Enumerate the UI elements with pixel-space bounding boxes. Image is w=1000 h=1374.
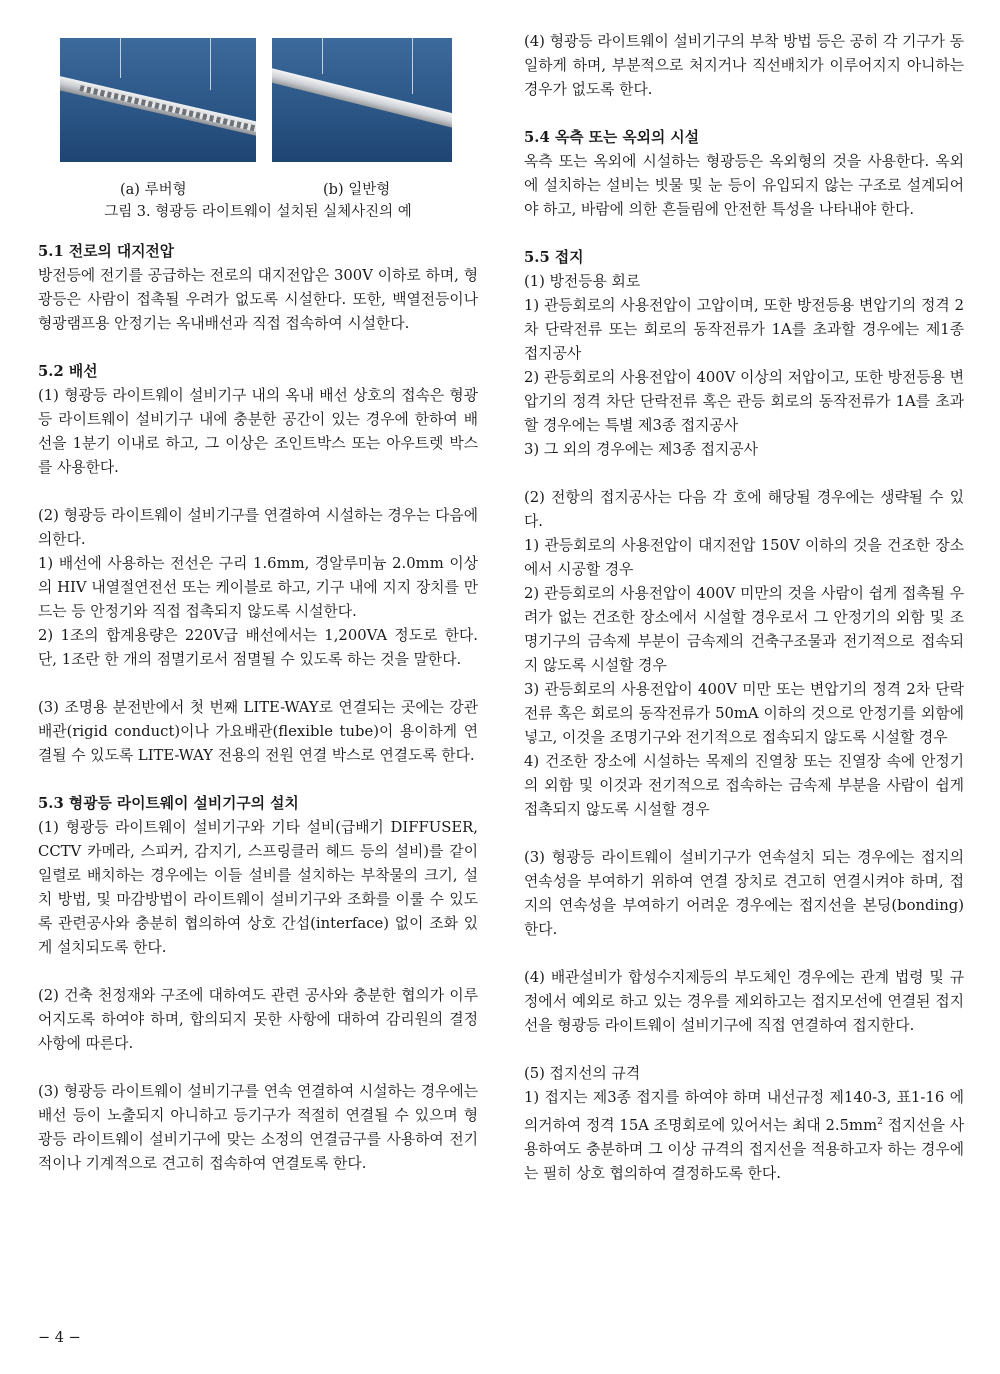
section-5-2-item-2-2: 2) 1조의 합계용량은 220V급 배선에서는 1,200VA 정도로 한다. 단, 1조란 한 개의 점멸기로서 점멸될 수 있도록 하는 것을 말한다. <box>38 627 478 668</box>
item-5-1-text-a: 1) 접지는 제3종 접지를 하여야 하며 내선규정 제140-3, 표1-16 에 의거하여 정격 15A 조명회로에 있어서는 최대 2.5mm <box>524 1089 964 1134</box>
page-number: − 4 − <box>38 1330 81 1346</box>
section-5-5-item-2-2: 2) 관등회로의 사용전압이 400V 미만의 것을 사람이 쉽게 접촉될 우려가 없는 건조한 장소에서 시설할 경우로서 그 안정기의 외함 및 조명기구의 금속제 부분이 금속제의 건축구조물과 전기적으로 접속되지 않도록 시설할 경우 <box>524 585 964 674</box>
section-5-5-item-1-1: 1) 관등회로의 사용전압이 고압이며, 또한 방전등용 변압기의 정격 2차 단락전류 또는 회로의 동작전류가 1A를 초과할 경우에는 제1종 접지공사 <box>524 297 964 362</box>
figure-caption: 그림 3. 형광등 라이트웨이 설치된 실체사진의 예 <box>104 204 412 220</box>
section-5-5-item-4: (4) 배관설비가 합성수지제등의 부도체인 경우에는 관계 법령 및 규정에서 예외로 하고 있는 경우를 제외하고는 접지모선에 연결된 접지선을 형광등 라이트웨이 설비기구에 직접 연결하여 접지한다. <box>524 969 964 1034</box>
louver-type-photo <box>60 38 256 162</box>
general-type-photo <box>272 38 452 162</box>
superscript-2: 2 <box>877 1117 883 1127</box>
section-5-2-item-1: (1) 형광등 라이트웨이 설비기구 내의 옥내 배선 상호의 접속은 형광등 라이트웨이 설비기구 내에 충분한 공간이 있는 경우에 한하여 배선을 1분기 이내로 하고, 그 이상은 조인트박스 또는 아우트렛 박스를 사용한다. <box>38 387 478 476</box>
section-5-5-item-2-4: 4) 건조한 장소에 시설하는 목제의 진열창 또는 진열장 속에 안정기의 외함 및 이것과 전기적으로 접속하는 금속제 부분을 사람이 쉽게 접촉되지 않도록 시설할 경우 <box>524 753 964 818</box>
item-5-1-text-b: 접지선을 사용하여도 충분하며 그 이상 규격의 접지선을 적용하고자 하는 경우에는 필히 상호 협의하여 결정하도록 한다. <box>524 1116 964 1182</box>
section-5-3-item-2: (2) 건축 천정재와 구조에 대하여도 관련 공사와 충분한 협의가 이루어지도록 하여야 하며, 합의되지 못한 사항에 대하여 감리원의 결정사항에 따른다. <box>38 987 478 1052</box>
section-5-3-item-3: (3) 형광등 라이트웨이 설비기구를 연속 연결하여 시설하는 경우에는 배선 등이 노출되지 아니하고 등기구가 적절히 연결될 수 있으며 형광등 라이트웨이 설비기구에 맞는 소정의 연결금구를 사용하여 전기적이나 기계적으로 견고히 접속하여 연결토록 한다. <box>38 1083 478 1172</box>
section-5-5-heading: 5.5 접지 <box>524 249 584 266</box>
section-5-5-item-1: (1) 방전등용 회로 <box>524 273 641 290</box>
section-5-5-item-5: (5) 접지선의 규격 <box>524 1065 641 1082</box>
section-5-5-item-3: (3) 형광등 라이트웨이 설비기구가 연속설치 되는 경우에는 접지의 연속성을 부여하기 위하여 연결 장치로 견고히 연결시켜야 하며, 접지의 연속성을 부여하기 어려운 경우에는 접지선을 본딩(bonding)한다. <box>524 849 964 938</box>
section-5-4-paragraph: 옥측 또는 옥외에 시설하는 형광등은 옥외형의 것을 사용한다. 옥외에 설치하는 설비는 빗물 및 눈 등이 유입되지 않는 구조로 설계되어야 하고, 바람에 의한 흔들림에 안전한 특성을 나타내야 한다. <box>524 153 964 218</box>
section-5-5-item-1-3: 3) 그 외의 경우에는 제3종 접지공사 <box>524 441 758 458</box>
right-column <box>524 30 964 1186</box>
section-5-3-item-4: (4) 형광등 라이트웨이 설비기구의 부착 방법 등은 공히 각 기구가 동일하게 하며, 부분적으로 처지거나 직선배치가 이루어지지 아니하는 경우가 없도록 한다. <box>524 33 964 98</box>
section-5-5-item-5-1 <box>524 1086 964 1186</box>
section-5-5-item-2: (2) 전항의 접지공사는 다음 각 호에 해당될 경우에는 생략될 수 있다. <box>524 489 964 530</box>
section-5-5-item-2-1: 1) 관등회로의 사용전압이 대지전압 150V 이하의 것을 건조한 장소에서 시공할 경우 <box>524 537 964 578</box>
figure-3 <box>38 30 478 240</box>
section-5-1-heading: 5.1 전로의 대지전압 <box>38 243 175 260</box>
section-5-2-heading: 5.2 배선 <box>38 363 98 380</box>
section-5-1-paragraph: 방전등에 전기를 공급하는 전로의 대지전압은 300V 이하로 하며, 형광등은 사람이 접촉될 우려가 없도록 시설한다. 또한, 백열전등이나 형광램프용 안정기는 옥내배선과 직접 접속하여 시설한다. <box>38 267 478 332</box>
section-5-3-heading: 5.3 형광등 라이트웨이 설비기구의 설치 <box>38 795 299 812</box>
left-column <box>38 30 478 1176</box>
section-5-5-item-1-2: 2) 관등회로의 사용전압이 400V 이상의 저압이고, 또한 방전등용 변압기의 정격 차단 단락전류 혹은 관등 회로의 동작전류가 1A를 초과할 경우에는 특별 제3종 접지공사 <box>524 369 964 434</box>
section-5-2-item-2: (2) 형광등 라이트웨이 설비기구를 연결하여 시설하는 경우는 다음에 의한다. <box>38 507 478 548</box>
caption-general-type: (b) 일반형 <box>323 182 391 198</box>
section-5-2-item-3: (3) 조명용 분전반에서 첫 번째 LITE-WAY로 연결되는 곳에는 강관배관(rigid conduct)이나 가요배관(flexible tube)이 용이하게 연결될 수 있도록 LITE-WAY 전용의 전원 연결 박스로 연결도록 한다. <box>38 699 478 764</box>
section-5-5-item-2-3: 3) 관등회로의 사용전압이 400V 미만 또는 변압기의 정격 2차 단락전류 혹은 회로의 동작전류가 50mA 이하의 것으로 안정기를 외함에 넣고, 이것을 조명기구와 전기적으로 접속되지 않도록 시설할 경우 <box>524 681 964 746</box>
section-5-3-item-1: (1) 형광등 라이트웨이 설비기구와 기타 설비(급배기 DIFFUSER, CCTV 카메라, 스피커, 감지기, 스프링클러 헤드 등의 설비)를 같이 일렬로 배치하는 경우에는 이들 설비를 설치하는 부착물의 크기, 설치 방법, 및 마감방법이 라이트웨이 설비기구와 조화를 이룰 수 있도록 관련공사와 충분히 협의하여 상호 간섭(interface) 없이 조화 있게 설치되도록 한다. <box>38 819 478 956</box>
caption-louver-type: (a) 루버형 <box>120 182 187 198</box>
section-5-2-item-2-1: 1) 배선에 사용하는 전선은 구리 1.6mm, 경알루미늄 2.0mm 이상의 HIV 내열절연전선 또는 케이블로 하고, 기구 내에 지지 장치를 만드는 등 안정기와 직접 접촉되지 않도록 시설한다. <box>38 555 478 620</box>
section-5-4-heading: 5.4 옥측 또는 옥외의 시설 <box>524 129 699 146</box>
